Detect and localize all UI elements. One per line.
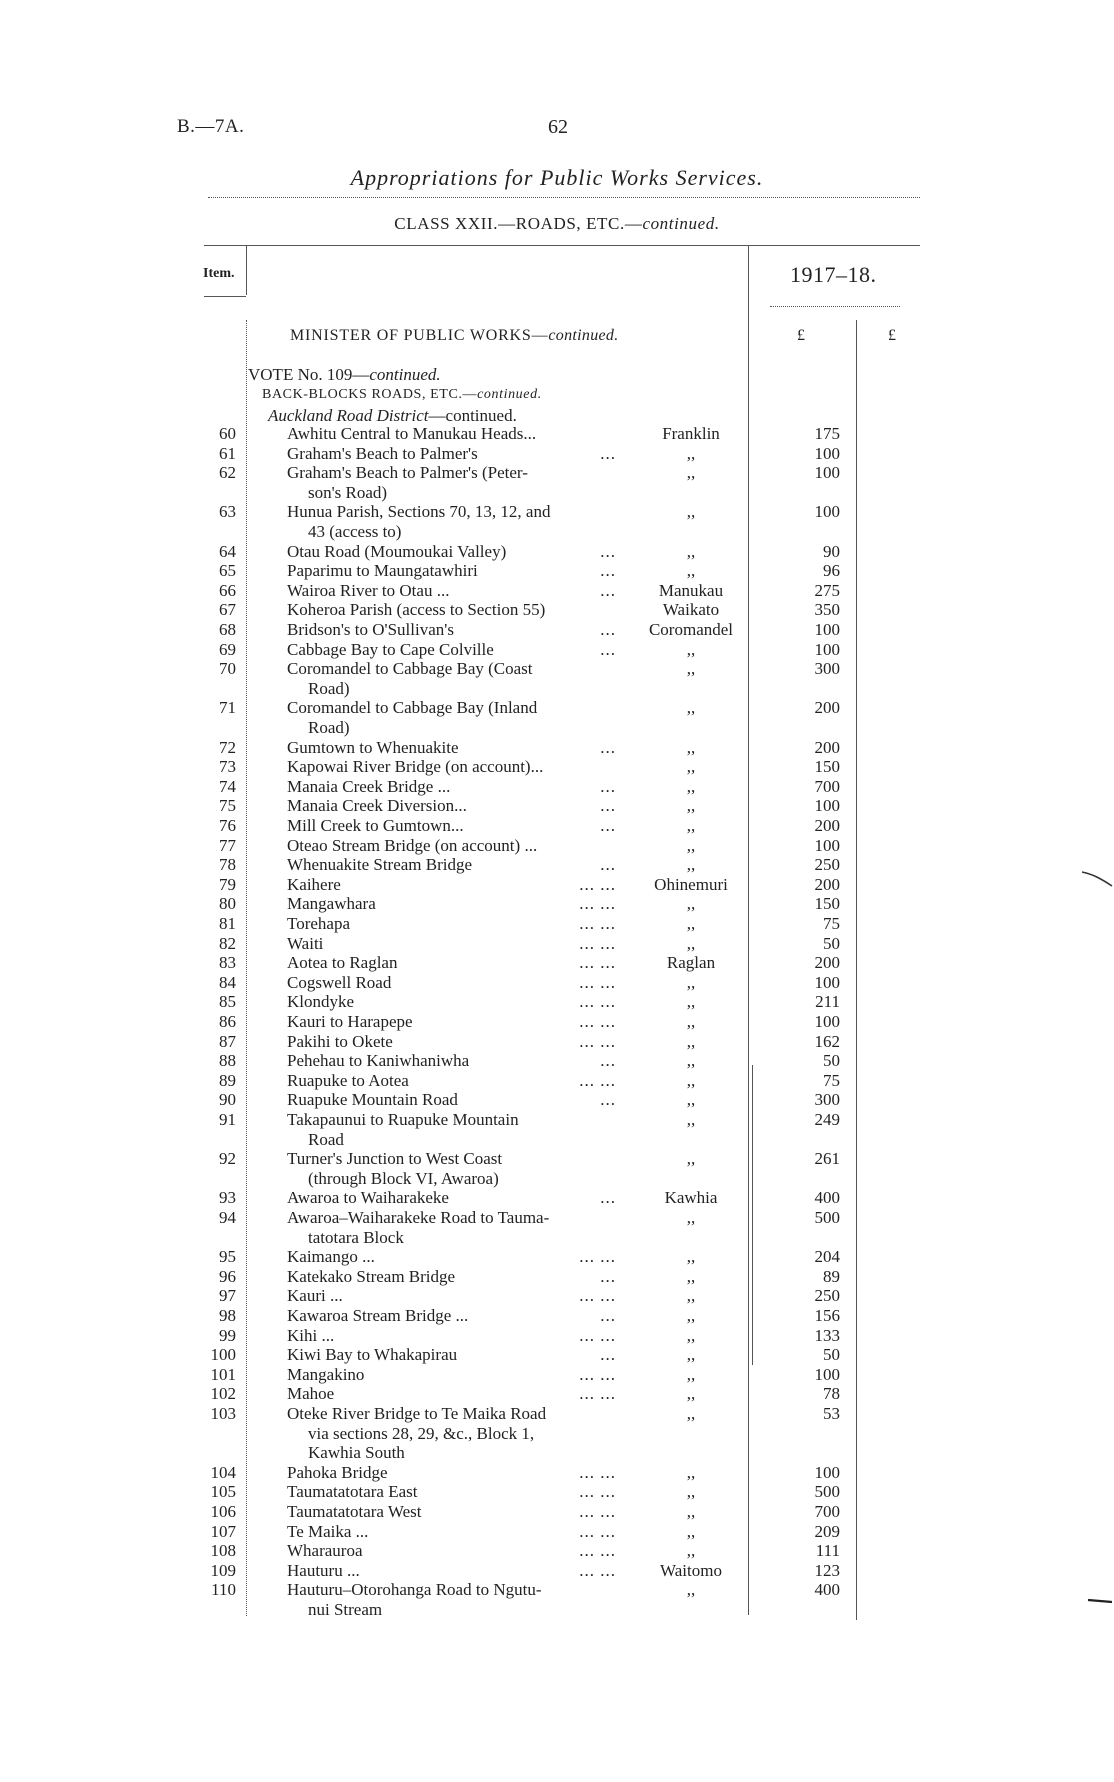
description-continuation: (through Block VI, Awaroa) [308, 1168, 499, 1188]
amount-value: 162 [814, 1031, 840, 1051]
description-continuation: nui Stream [308, 1599, 383, 1619]
description-line: Cabbage Bay to Cape Colville [287, 639, 494, 659]
county-name: Ohinemuri [654, 874, 728, 894]
county-name: ,, [686, 1345, 696, 1365]
county-name: Kawhia [664, 1188, 718, 1208]
item-column-rule [246, 245, 247, 295]
description-line: Torehapa [287, 914, 350, 933]
leader-dots: ... ... [579, 1286, 616, 1306]
item-number: 92 [219, 1149, 236, 1169]
back-blocks-heading: BACK-BLOCKS ROADS, ETC.—continued. [262, 387, 542, 402]
description-line: Mangakino [287, 1364, 365, 1384]
item-number: 68 [219, 620, 236, 639]
amount-value: 156 [814, 1306, 840, 1325]
item-number: 88 [219, 1051, 236, 1071]
leader-dots: ... [600, 1306, 616, 1325]
amount-value: 75 [823, 1070, 840, 1090]
county-name: ,, [686, 1541, 696, 1561]
table-top-rule [204, 245, 920, 246]
description-line: Aotea to Raglan [287, 953, 398, 973]
description-line: Oteao Stream Bridge (on account) ... [287, 835, 538, 855]
amount-value: 78 [823, 1384, 840, 1404]
description-line: Taumatatotara West [287, 1502, 422, 1521]
county-name: ,, [686, 757, 696, 777]
minister-heading: MINISTER OF PUBLIC WORKS—continued. [290, 327, 619, 344]
description-continuation: Road) [308, 678, 350, 698]
item-number: 73 [219, 757, 236, 777]
description-continuation: Kawhia South [308, 1443, 405, 1463]
county-name: ,, [686, 894, 696, 914]
leader-dots: ... ... [579, 953, 616, 973]
county-name: ,, [686, 1462, 696, 1482]
item-number: 102 [210, 1384, 236, 1404]
description-line: Otau Road (Moumoukai Valley) [287, 541, 507, 561]
county-name: ,, [686, 1149, 696, 1169]
county-name: ,, [686, 541, 696, 561]
leader-dots: ... [600, 737, 616, 757]
description-line: Pehehau to Kaniwhaniwha [287, 1051, 470, 1071]
description-line: Te Maika ... [287, 1521, 369, 1541]
amount-value: 200 [814, 816, 840, 835]
item-description [287, 600, 615, 620]
county-name: ,, [686, 1306, 696, 1325]
amount-value: 211 [815, 992, 840, 1012]
item-description [287, 1208, 615, 1247]
county-name: ,, [686, 1012, 696, 1031]
item-number: 104 [210, 1462, 236, 1482]
item-number: 61 [219, 443, 236, 463]
leader-dots: ... ... [579, 1364, 616, 1384]
item-number: 93 [219, 1188, 236, 1208]
description-line: Kapowai River Bridge (on account)... [287, 757, 544, 777]
amount-value: 100 [814, 972, 840, 992]
amount-value: 100 [814, 502, 840, 522]
amount-value: 200 [814, 874, 840, 894]
pound-sign-total: £ [888, 327, 896, 344]
item-description [287, 424, 615, 444]
description-line: Katekako Stream Bridge [287, 1266, 456, 1286]
item-number: 62 [219, 463, 236, 483]
vote-heading: VOTE No. 109—continued. [248, 365, 441, 384]
leader-dots: ... [600, 855, 616, 875]
leader-dots: ... ... [579, 1325, 616, 1345]
item-number: 78 [219, 855, 236, 875]
leader-dots: ... ... [579, 1502, 616, 1521]
leader-dots: ... [600, 1188, 616, 1208]
item-number: 108 [210, 1541, 236, 1561]
amount-value: 204 [814, 1247, 840, 1267]
amount-value: 700 [814, 1502, 840, 1521]
amount-value: 100 [814, 835, 840, 855]
county-name: ,, [686, 1521, 696, 1541]
county-name: ,, [686, 1580, 696, 1600]
item-number: 103 [210, 1404, 236, 1423]
amount-value: 100 [814, 620, 840, 639]
county-name: ,, [686, 1502, 696, 1521]
margin-scan-mark-lower [1086, 1596, 1114, 1606]
leader-dots: ... [600, 1051, 616, 1071]
amount-value: 250 [814, 1286, 840, 1306]
item-description [287, 659, 615, 698]
leader-dots: ... [600, 580, 616, 600]
amount-value: 400 [814, 1580, 840, 1600]
county-name: ,, [686, 639, 696, 659]
item-number: 70 [219, 659, 236, 679]
description-line: Coromandel to Cabbage Bay (Coast [287, 659, 533, 679]
item-number: 82 [219, 933, 236, 953]
description-continuation: 43 (access to) [308, 521, 402, 541]
pound-sign-amount: £ [797, 327, 805, 344]
leader-dots: ... ... [579, 1247, 616, 1267]
item-column-header: Item. [203, 266, 235, 281]
county-name: ,, [686, 1404, 696, 1423]
item-number: 81 [219, 914, 236, 933]
item-number: 77 [219, 835, 236, 855]
description-line: Hauturu–Otorohanga Road to Ngutu- [287, 1580, 542, 1600]
leader-dots: ... [600, 1266, 616, 1286]
item-number: 105 [210, 1482, 236, 1502]
leader-dots: ... ... [579, 1521, 616, 1541]
county-name: ,, [686, 1384, 696, 1404]
item-number: 107 [210, 1521, 236, 1541]
document-reference: B.—7A. [177, 116, 245, 137]
leader-dots: ... ... [579, 1012, 616, 1031]
description-line: Gumtown to Whenuakite [287, 737, 459, 757]
county-name: ,, [686, 659, 696, 679]
description-continuation: tatotara Block [308, 1227, 404, 1247]
leader-dots: ... ... [579, 1482, 616, 1502]
county-name: ,, [686, 698, 696, 718]
amount-value: 89 [823, 1266, 840, 1286]
county-name: ,, [686, 737, 696, 757]
amount-value: 100 [814, 1364, 840, 1384]
description-line: Awaroa–Waiharakeke Road to Taumа- [287, 1208, 550, 1227]
item-header-rule [204, 296, 246, 297]
leader-dots: ... ... [579, 1541, 616, 1561]
county-name: ,, [686, 933, 696, 953]
item-number: 95 [219, 1247, 236, 1267]
amount-value: 50 [823, 1345, 840, 1365]
description-line: Mangawhara [287, 894, 376, 914]
amount-value: 200 [814, 698, 840, 718]
county-name: Waikato [662, 600, 720, 620]
description-line: Pakihi to Okete [287, 1031, 393, 1051]
item-number: 100 [210, 1345, 236, 1365]
item-number: 75 [219, 796, 236, 816]
item-number: 63 [219, 502, 236, 522]
county-name: ,, [686, 561, 696, 581]
description-line: Bridson's to O'Sullivan's [287, 620, 454, 639]
item-description [287, 1110, 615, 1149]
county-name: ,, [686, 1247, 696, 1267]
leader-dots: ... [600, 541, 616, 561]
description-line: Kauri to Harapepe [287, 1012, 413, 1031]
county-name: ,, [686, 1110, 696, 1129]
description-line: Kauri ... [287, 1286, 343, 1306]
amount-value: 100 [814, 463, 840, 483]
item-number: 106 [210, 1502, 236, 1521]
description-line: Oteke River Bridge to Te Maika Road [287, 1404, 547, 1423]
item-number: 67 [219, 600, 236, 620]
description-line: Takapaunui to Ruapuke Mountain [287, 1110, 519, 1129]
description-line: Coromandel to Cabbage Bay (Inland [287, 698, 538, 718]
amount-value: 96 [823, 561, 840, 581]
description-line: Pahoka Bridge [287, 1462, 388, 1482]
item-description [287, 463, 615, 502]
description-line: Hauturu ... [287, 1560, 360, 1580]
description-line: Kawaroa Stream Bridge ... [287, 1306, 469, 1325]
page-number: 62 [548, 116, 568, 138]
county-name: ,, [686, 855, 696, 875]
county-name: ,, [686, 502, 696, 522]
county-name: ,, [686, 1482, 696, 1502]
item-number: 97 [219, 1286, 236, 1306]
amount-value: 300 [814, 659, 840, 679]
item-number: 64 [219, 541, 236, 561]
leader-dots: ... ... [579, 933, 616, 953]
description-line: Wharauroa [287, 1541, 363, 1561]
item-column-rule-lower [246, 320, 247, 1616]
description-line: Kihi ... [287, 1325, 335, 1345]
item-description [287, 1580, 615, 1619]
leader-dots: ... ... [579, 992, 616, 1012]
leader-dots: ... ... [579, 874, 616, 894]
leader-dots: ... [600, 443, 616, 463]
county-name: ,, [686, 1070, 696, 1090]
amount-value: 250 [814, 855, 840, 875]
amount-value: 200 [814, 737, 840, 757]
item-number: 66 [219, 580, 236, 600]
amount-value: 100 [814, 796, 840, 816]
description-line: Kaihere [287, 874, 341, 894]
page-title: Appropriations for Public Works Services. [350, 165, 764, 190]
description-line: Awhitu Central to Manukau Heads... [287, 424, 537, 443]
item-number: 72 [219, 737, 236, 757]
description-line: Kiwi Bay to Whakapirau [287, 1345, 458, 1365]
amount-value: 50 [823, 933, 840, 953]
item-number: 96 [219, 1266, 236, 1286]
amount-value: 90 [823, 541, 840, 561]
county-name: ,, [686, 1364, 696, 1384]
amount-value: 200 [814, 953, 840, 973]
item-description [287, 502, 615, 541]
description-line: Awaroa to Waiharakeke [287, 1188, 449, 1208]
county-name: ,, [686, 463, 696, 483]
item-number: 91 [219, 1110, 236, 1129]
amount-value: 123 [814, 1560, 840, 1580]
amount-value: 133 [814, 1325, 840, 1345]
description-line: Klondyke [287, 992, 355, 1012]
item-number: 85 [219, 992, 236, 1012]
county-name: ,, [686, 1286, 696, 1306]
description-line: Kaimango ... [287, 1247, 375, 1267]
item-number: 90 [219, 1090, 236, 1110]
amount-value: 249 [814, 1110, 840, 1129]
item-number: 89 [219, 1070, 236, 1090]
county-name: Coromandel [648, 620, 734, 639]
item-number: 101 [210, 1364, 236, 1384]
item-number: 80 [219, 894, 236, 914]
item-number: 60 [219, 424, 236, 443]
amount-value: 500 [814, 1208, 840, 1227]
county-name: ,, [686, 1031, 696, 1051]
description-line: Graham's Beach to Palmer's [287, 443, 478, 463]
leader-dots: ... ... [579, 1384, 616, 1404]
amount-value: 100 [814, 1012, 840, 1031]
amount-value: 175 [814, 424, 840, 443]
leader-dots: ... ... [579, 1462, 616, 1482]
description-line: Hunua Parish, Sections 70, 13, 12, and [287, 502, 551, 522]
amount-column-rule-inner [752, 1065, 753, 1365]
description-line: Whenuakite Stream Bridge [287, 855, 473, 875]
amount-value: 50 [823, 1051, 840, 1071]
leader-dots: ... [600, 796, 616, 816]
county-name: ,, [686, 1051, 696, 1071]
leader-dots: ... [600, 776, 616, 796]
item-number: 84 [219, 972, 236, 992]
county-name: ,, [686, 1090, 696, 1110]
amount-value: 500 [814, 1482, 840, 1502]
item-number: 87 [219, 1031, 236, 1051]
county-name: ,, [686, 835, 696, 855]
description-continuation: son's Road) [308, 482, 388, 502]
amount-value: 350 [814, 600, 840, 620]
item-number: 71 [219, 698, 236, 718]
county-name: ,, [686, 992, 696, 1012]
item-description [287, 1149, 615, 1188]
item-description [287, 836, 615, 856]
description-line: Graham's Beach to Palmer's (Peter- [287, 463, 528, 483]
county-name: Manukau [658, 580, 724, 600]
item-number: 110 [211, 1580, 236, 1600]
description-line: Ruapuke to Aotea [287, 1070, 409, 1090]
amount-value: 275 [814, 580, 840, 600]
description-continuation: Road [308, 1129, 344, 1149]
leader-dots: ... ... [579, 914, 616, 933]
leader-dots: ... [600, 620, 616, 639]
leader-dots: ... ... [579, 1070, 616, 1090]
description-line: Mahoe [287, 1384, 335, 1404]
item-number: 83 [219, 953, 236, 973]
item-number: 94 [219, 1208, 236, 1227]
amount-value: 150 [814, 894, 840, 914]
amount-value: 53 [823, 1404, 840, 1423]
county-name: ,, [686, 1325, 696, 1345]
county-name: ,, [686, 972, 696, 992]
year-header-rule [770, 306, 900, 307]
description-continuation: via sections 28, 29, &c., Block 1, [308, 1423, 535, 1443]
amount-value: 100 [814, 639, 840, 659]
leader-dots: ... [600, 561, 616, 581]
amount-value: 100 [814, 443, 840, 463]
class-heading: CLASS XXII.—ROADS, ETC.—continued. [394, 214, 720, 233]
description-line: Paparimu to Maungatawhiri [287, 561, 478, 581]
county-name: ,, [686, 776, 696, 796]
item-description [287, 698, 615, 737]
leader-dots: ... ... [579, 1560, 616, 1580]
margin-scan-mark [1080, 868, 1114, 888]
county-name: Franklin [662, 424, 720, 443]
county-name: ,, [686, 796, 696, 816]
county-name: ,, [686, 1208, 696, 1227]
leader-dots: ... [600, 816, 616, 835]
county-name: ,, [686, 1266, 696, 1286]
item-number: 65 [219, 561, 236, 581]
description-line: Koheroa Parish (access to Section 55) [287, 600, 546, 620]
leader-dots: ... [600, 1345, 616, 1365]
description-line: Turner's Junction to West Coast [287, 1149, 503, 1169]
description-line: Taumatatotara East [287, 1482, 418, 1502]
amount-value: 150 [814, 757, 840, 777]
amount-value: 261 [814, 1149, 840, 1169]
item-description [287, 757, 615, 777]
title-divider [208, 197, 920, 198]
description-line: Cogswell Road [287, 972, 392, 992]
item-number: 79 [219, 874, 236, 894]
item-number: 109 [210, 1560, 236, 1580]
leader-dots: ... [600, 1090, 616, 1110]
amount-value: 209 [814, 1521, 840, 1541]
item-number: 76 [219, 816, 236, 835]
amount-value: 75 [823, 914, 840, 933]
leader-dots: ... ... [579, 1031, 616, 1051]
county-name: Waitomo [660, 1560, 722, 1580]
leader-dots: ... [600, 639, 616, 659]
county-name: ,, [686, 816, 696, 835]
amount-value: 400 [814, 1188, 840, 1208]
description-line: Manaia Creek Bridge ... [287, 776, 451, 796]
county-name: Raglan [666, 953, 716, 973]
item-description [287, 1404, 615, 1463]
year-column-header: 1917–18. [790, 262, 877, 287]
amount-value: 111 [815, 1541, 840, 1561]
district-heading: Auckland Road District—continued. [268, 406, 517, 425]
item-number: 99 [219, 1325, 236, 1345]
item-number: 69 [219, 639, 236, 659]
description-line: Waiti [287, 933, 324, 953]
description-line: Manaia Creek Diversion... [287, 796, 467, 816]
leader-dots: ... ... [579, 894, 616, 914]
county-name: ,, [686, 914, 696, 933]
amount-value: 100 [814, 1462, 840, 1482]
description-continuation: Road) [308, 717, 350, 737]
county-name: ,, [686, 443, 696, 463]
item-number: 98 [219, 1306, 236, 1325]
item-number: 74 [219, 776, 236, 796]
amount-value: 300 [814, 1090, 840, 1110]
amount-value: 700 [814, 776, 840, 796]
total-column-rule [856, 320, 857, 1620]
leader-dots: ... ... [579, 972, 616, 992]
description-line: Wairoa River to Otau ... [287, 580, 450, 600]
description-line: Ruapuke Mountain Road [287, 1090, 458, 1110]
description-line: Mill Creek to Gumtown... [287, 816, 464, 835]
item-number: 86 [219, 1012, 236, 1031]
